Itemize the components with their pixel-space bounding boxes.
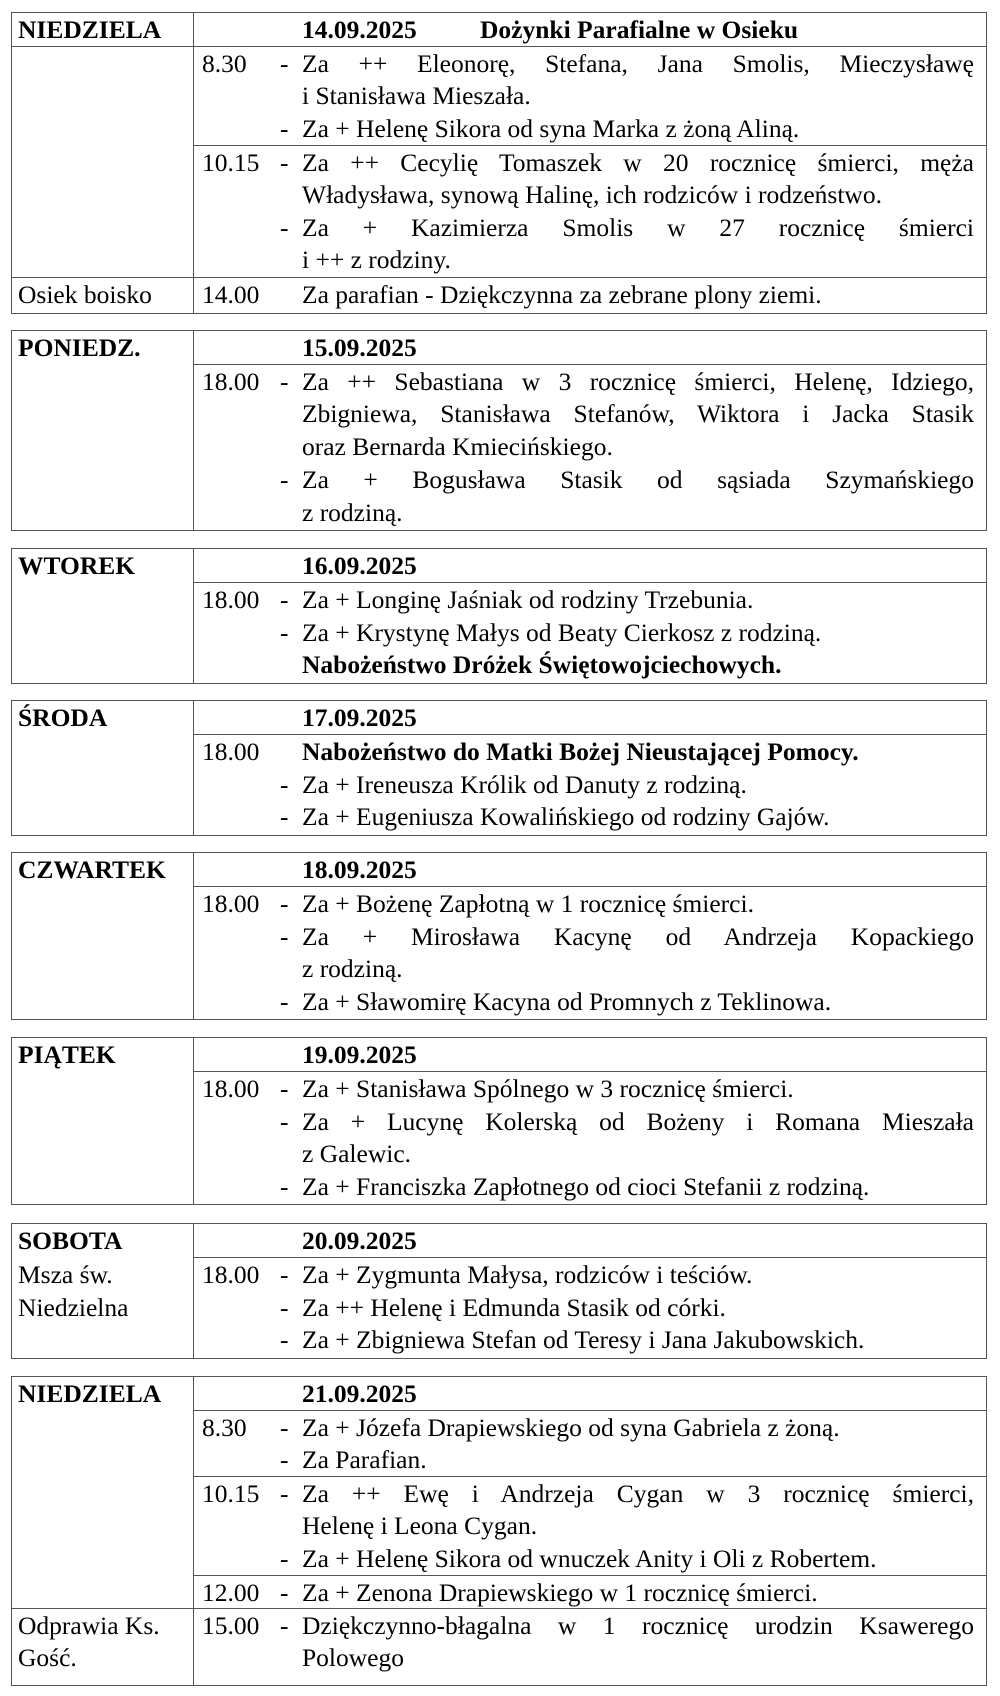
intention-dash: - xyxy=(280,465,289,494)
date-label: 18.09.2025 xyxy=(302,855,417,884)
day-block-wednesday xyxy=(11,700,987,836)
intention-text: i Stanisława Mieszała. xyxy=(302,81,531,110)
intention-dash: - xyxy=(280,148,289,177)
intention-text: Za + Sławomirę Kacyna od Promnych z Teklinowa. xyxy=(302,987,832,1016)
column-divider xyxy=(193,701,194,835)
intention-dash: - xyxy=(280,1260,289,1289)
intention-text: Za parafian - Dziękczynna za zebrane plony ziemi. xyxy=(302,280,822,309)
intention-text: Za + Franciszka Zapłotnego od cioci Stefanii z rodziną. xyxy=(302,1172,870,1201)
intention-dash: - xyxy=(280,1544,289,1573)
intention-dash: - xyxy=(280,802,289,831)
mass-time: 18.00 xyxy=(202,1074,260,1103)
intention-dash: - xyxy=(280,367,289,396)
date-label: 20.09.2025 xyxy=(302,1226,417,1255)
intention-text: Za + Mirosława Kacynę od Andrzeja Kopackiego xyxy=(302,922,974,951)
intention-text: Za + Ireneusza Królik od Danuty z rodziną. xyxy=(302,770,747,799)
intention-dash: - xyxy=(280,770,289,799)
intention-text: Za Parafian. xyxy=(302,1445,427,1474)
day-label: CZWARTEK xyxy=(18,855,166,884)
date-label: 14.09.2025 xyxy=(302,15,417,44)
event-title: Dożynki Parafialne w Osieku xyxy=(480,15,799,44)
celebrant-note: Odprawia Ks. xyxy=(18,1611,160,1640)
mass-time: 18.00 xyxy=(202,367,260,396)
service-note: Nabożeństwo do Matki Bożej Nieustającej Pomocy. xyxy=(302,737,859,766)
intention-text: Za + Józefa Drapiewskiego od syna Gabriela z żoną. xyxy=(302,1413,840,1442)
intention-dash: - xyxy=(280,213,289,242)
intention-dash: - xyxy=(280,1172,289,1201)
day-label: WTOREK xyxy=(18,551,136,580)
intention-dash: - xyxy=(280,1325,289,1354)
intention-text: Za ++ Cecylię Tomaszek w 20 rocznicę śmierci, męża xyxy=(302,148,974,177)
intention-dash: - xyxy=(280,618,289,647)
mass-time: 12.00 xyxy=(202,1578,260,1607)
intention-text: Za ++ Ewę i Andrzeja Cygan w 3 rocznicę śmierci, xyxy=(302,1479,974,1508)
day-label: ŚRODA xyxy=(18,703,108,732)
intention-text: z rodziną. xyxy=(302,498,403,527)
mass-time: 18.00 xyxy=(202,737,260,766)
day-block-friday xyxy=(11,1037,987,1205)
intention-text: Za + Zbigniewa Stefan od Teresy i Jana Jakubowskich. xyxy=(302,1325,865,1354)
mass-time: 8.30 xyxy=(202,1413,247,1442)
mass-time: 18.00 xyxy=(202,889,260,918)
date-label: 19.09.2025 xyxy=(302,1040,417,1069)
intention-text: Helenę i Leona Cygan. xyxy=(302,1511,538,1540)
intention-dash: - xyxy=(280,1074,289,1103)
intention-text: i ++ z rodziny. xyxy=(302,245,451,274)
location-note: Osiek boisko xyxy=(18,280,152,309)
column-divider xyxy=(193,331,194,530)
intention-dash: - xyxy=(280,1611,289,1640)
intention-text: oraz Bernarda Kmiecińskiego. xyxy=(302,432,613,461)
column-divider xyxy=(193,549,194,683)
intention-text: Za + Kazimierza Smolis w 27 rocznicę śmierci xyxy=(302,213,974,242)
intention-text: Polowego xyxy=(302,1643,404,1672)
mass-time: 14.00 xyxy=(202,280,260,309)
service-note: Nabożeństwo Dróżek Świętowojciechowych. xyxy=(302,650,782,679)
intention-text: Za ++ Sebastiana w 3 rocznicę śmierci, Helenę, Idziego, xyxy=(302,367,974,396)
day-block-tuesday xyxy=(11,548,987,684)
date-label: 15.09.2025 xyxy=(302,333,417,362)
intention-text: Za ++ Helenę i Edmunda Stasik od córki. xyxy=(302,1293,726,1322)
intention-text: Za + Zygmunta Małysa, rodziców i teściów. xyxy=(302,1260,753,1289)
intention-text: z Galewic. xyxy=(302,1139,412,1168)
intention-dash: - xyxy=(280,922,289,951)
intention-dash: - xyxy=(280,1413,289,1442)
day-block-sunday-21 xyxy=(11,1376,987,1686)
day-label: PIĄTEK xyxy=(18,1040,116,1069)
intention-text: Dziękczynno-błagalna w 1 rocznicę urodzin Ksawerego xyxy=(302,1611,974,1640)
mass-time: 10.15 xyxy=(202,148,260,177)
intention-text: Za + Helenę Sikora od syna Marka z żoną Aliną. xyxy=(302,114,800,143)
day-block-monday xyxy=(11,330,987,531)
intention-text: Władysława, synową Halinę, ich rodziców i rodzeństwo. xyxy=(302,180,882,209)
mass-time: 15.00 xyxy=(202,1611,260,1640)
intention-dash: - xyxy=(280,1107,289,1136)
intention-text: Za + Krystynę Małys od Beaty Cierkosz z rodziną. xyxy=(302,618,822,647)
day-block-saturday xyxy=(11,1223,987,1359)
column-divider xyxy=(193,1377,194,1685)
intention-text: Za + Zenona Drapiewskiego w 1 rocznicę śmierci. xyxy=(302,1578,818,1607)
intention-dash: - xyxy=(280,889,289,918)
intention-text: Za + Eugeniusza Kowalińskiego od rodziny Gajów. xyxy=(302,802,830,831)
column-divider xyxy=(193,853,194,1019)
side-note: Msza św. xyxy=(18,1260,113,1289)
mass-time: 10.15 xyxy=(202,1479,260,1508)
date-label: 16.09.2025 xyxy=(302,551,417,580)
date-label: 17.09.2025 xyxy=(302,703,417,732)
intention-dash: - xyxy=(280,1445,289,1474)
intention-text: Za ++ Eleonorę, Stefana, Jana Smolis, Mieczysławę xyxy=(302,49,974,78)
date-label: 21.09.2025 xyxy=(302,1379,417,1408)
intention-text: Za + Bogusława Stasik od sąsiada Szymańskiego xyxy=(302,465,974,494)
intention-text: Za + Bożenę Zapłotną w 1 rocznicę śmierci. xyxy=(302,889,754,918)
day-label: NIEDZIELA xyxy=(18,1379,162,1408)
side-note: Niedzielna xyxy=(18,1293,129,1322)
intention-dash: - xyxy=(280,1479,289,1508)
intention-dash: - xyxy=(280,114,289,143)
mass-time: 18.00 xyxy=(202,585,260,614)
intention-dash: - xyxy=(280,585,289,614)
intention-text: Za + Lucynę Kolerską od Bożeny i Romana Mieszała xyxy=(302,1107,974,1136)
celebrant-note: Gość. xyxy=(18,1643,77,1672)
intention-text: z rodziną. xyxy=(302,954,403,983)
intention-text: Zbigniewa, Stanisława Stefanów, Wiktora i Jacka Stasik xyxy=(302,399,974,428)
intention-dash: - xyxy=(280,1578,289,1607)
intention-dash: - xyxy=(280,1293,289,1322)
column-divider xyxy=(193,1224,194,1358)
mass-time: 18.00 xyxy=(202,1260,260,1289)
column-divider xyxy=(193,13,194,313)
intention-text: Za + Helenę Sikora od wnuczek Anity i Oli z Robertem. xyxy=(302,1544,877,1573)
intention-dash: - xyxy=(280,49,289,78)
day-block-thursday xyxy=(11,852,987,1020)
intention-text: Za + Stanisława Spólnego w 3 rocznicę śmierci. xyxy=(302,1074,794,1103)
day-label: PONIEDZ. xyxy=(18,333,141,362)
mass-time: 8.30 xyxy=(202,49,247,78)
day-label: NIEDZIELA xyxy=(18,15,162,44)
column-divider xyxy=(193,1038,194,1204)
day-block-sunday-14 xyxy=(11,12,987,314)
day-label: SOBOTA xyxy=(18,1226,123,1255)
intention-text: Za + Longinę Jaśniak od rodziny Trzebunia. xyxy=(302,585,754,614)
intention-dash: - xyxy=(280,987,289,1016)
